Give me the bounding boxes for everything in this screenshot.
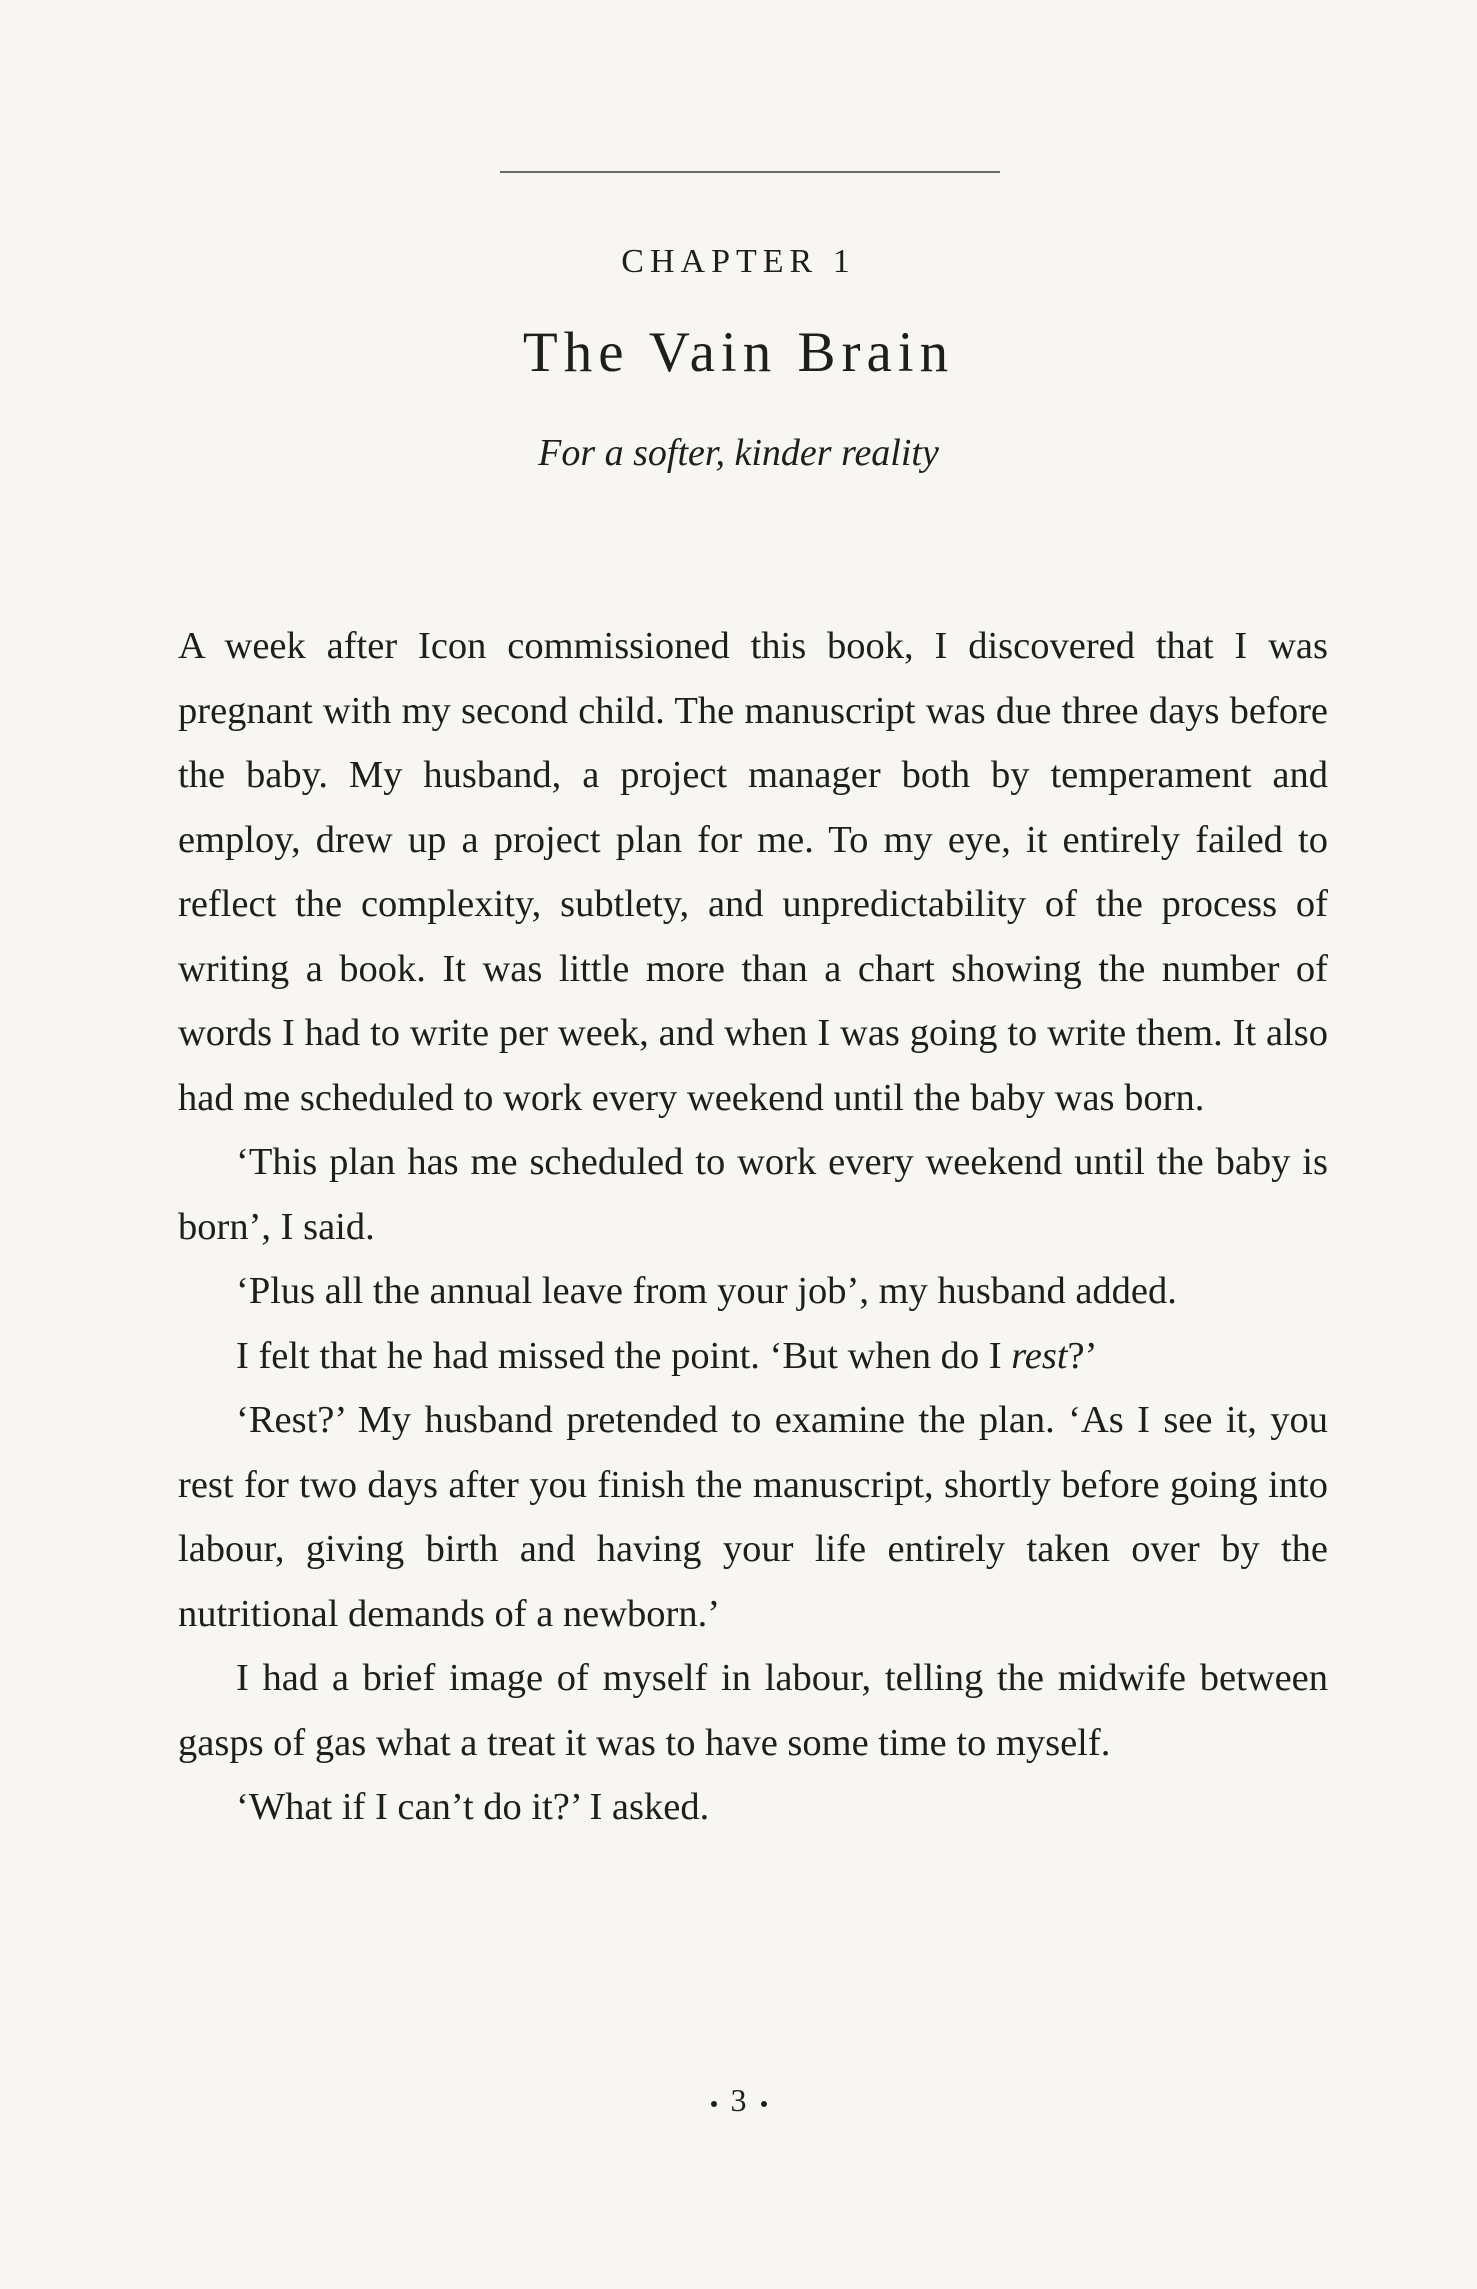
paragraph-5: ‘Rest?’ My husband pretended to examine the plan. ‘As I see it, you rest for two days after you finish the manuscript, shortly before going into labour, giving birth and having your life entirely taken over by the nutritional demands of a newborn.’ — [178, 1399, 1328, 1635]
paragraph-4-text: I felt that he had missed the point. ‘But when do I — [236, 1334, 1012, 1377]
paragraph-4 — [178, 1324, 1328, 1389]
paragraph-4-end: ?’ — [1067, 1334, 1098, 1377]
paragraph-6: I had a brief image of myself in labour, telling the midwife between gasps of gas what a treat it was to have some time to myself. — [178, 1657, 1328, 1764]
paragraph-4-emphasis: rest — [1011, 1334, 1068, 1377]
paragraph-7: ‘What if I can’t do it?’ I asked. — [236, 1786, 710, 1828]
page-number — [0, 2080, 1477, 2120]
chapter-rule — [500, 171, 1000, 173]
page-number-value: 3 — [730, 2082, 747, 2118]
bullet-icon — [711, 2101, 717, 2107]
paragraph-2: ‘This plan has me scheduled to work every weekend until the baby is born’, I said. — [178, 1141, 1328, 1248]
chapter-subtitle: For a softer, kinder reality — [538, 432, 939, 474]
chapter-label: CHAPTER 1 — [621, 243, 856, 280]
chapter-title: The Vain Brain — [522, 321, 955, 384]
body-text — [178, 614, 1328, 1840]
paragraph-1: A week after Icon commissioned this book, I discovered that I was pregnant with my second child. The manuscript was due three days before the baby. My husband, a project manager both by temperament and employ, drew up a project plan for me. To my eye, it entirely failed to reflect the complexity, subtlety, and unpredictability of the process of writing a book. It was little more than a chart showing the number of words I had to write per week, and when I was going to write them. It also had me scheduled to work every weekend until the baby was born. — [178, 625, 1328, 1119]
bullet-icon — [761, 2101, 767, 2107]
paragraph-3: ‘Plus all the annual leave from your job’, my husband added. — [236, 1270, 1177, 1312]
